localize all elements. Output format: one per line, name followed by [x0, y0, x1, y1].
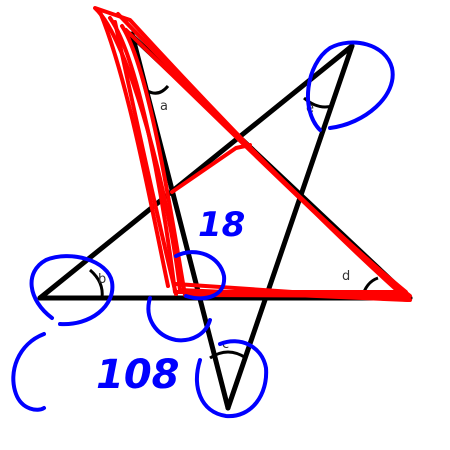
angle-label-d: d [342, 269, 351, 284]
angle-label-b: b [98, 272, 107, 287]
angle-arc-a [146, 86, 168, 93]
circle-left [32, 256, 113, 324]
angle-label-c: c [222, 337, 230, 352]
inner-angle-annotation: 18 [198, 205, 246, 245]
angle-label-a: a [160, 99, 168, 114]
angle-label-e: e [306, 101, 314, 116]
outer-angle-annotation: 108 [96, 352, 180, 398]
curve-bracket-left [13, 334, 44, 410]
triangle-inner-line [172, 145, 250, 192]
highlight-triangle [95, 8, 410, 300]
